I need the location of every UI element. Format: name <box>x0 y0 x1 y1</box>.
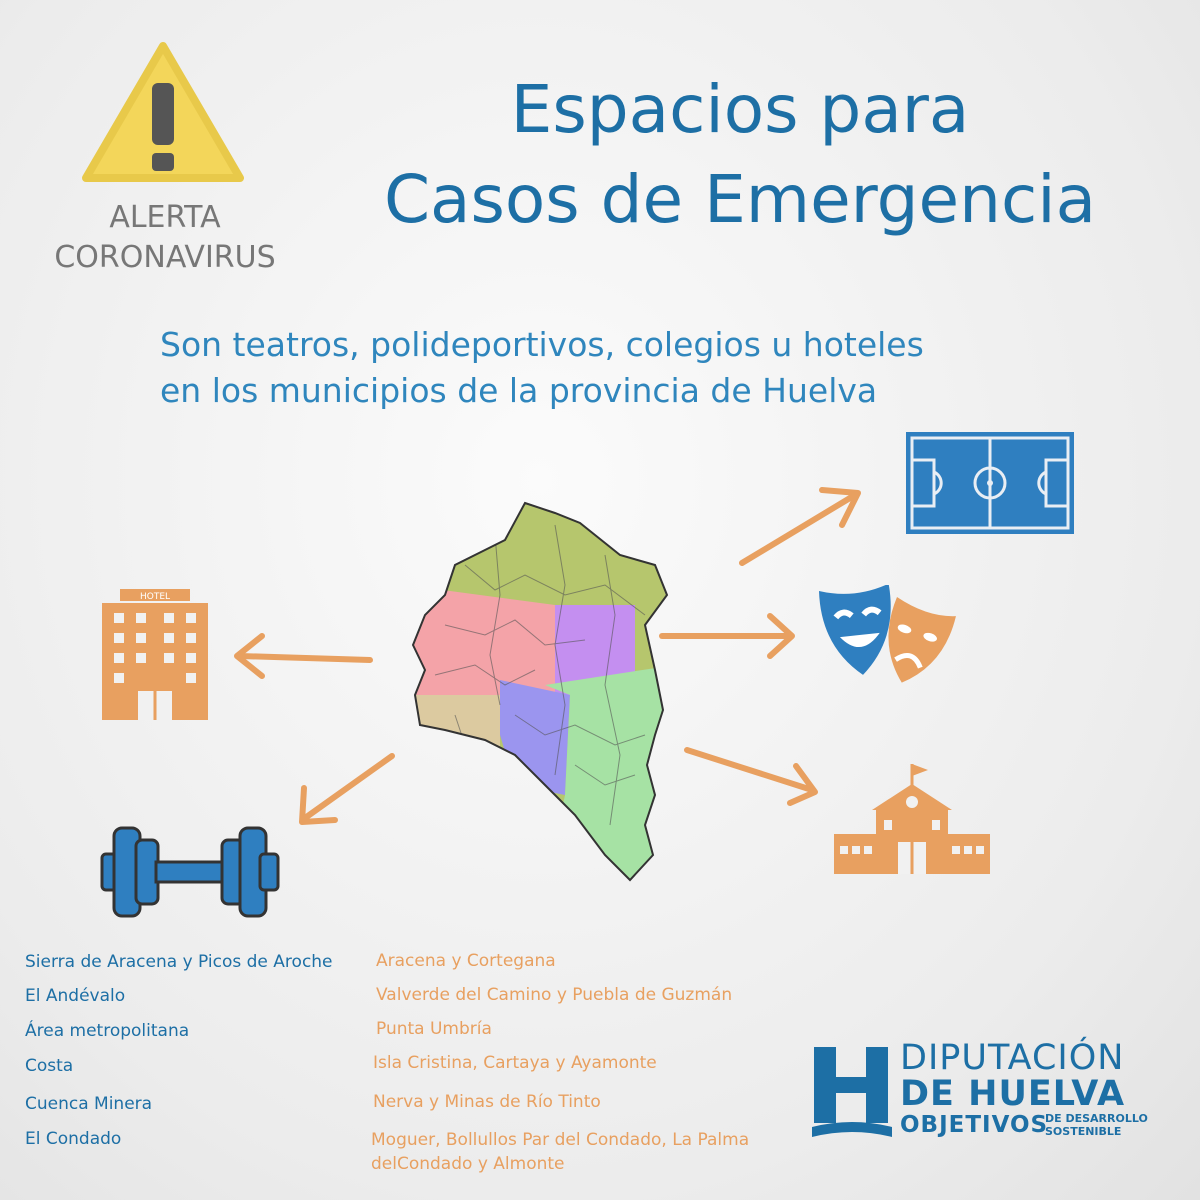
logo-line3b <box>1045 1112 1148 1138</box>
region-name: Sierra de Aracena y Picos de Aroche <box>25 952 333 972</box>
region-towns-line2: delCondado y Almonte <box>371 1154 565 1174</box>
school-icon <box>832 762 992 874</box>
region-towns: Punta Umbría <box>376 1019 492 1039</box>
region-towns: Isla Cristina, Cartaya y Ayamonte <box>373 1053 657 1073</box>
region-name: Costa <box>25 1056 74 1076</box>
diputacion-logo-mark <box>812 1045 892 1140</box>
region-towns-line1: Moguer, Bollullos Par del Condado, La Palma <box>371 1130 750 1150</box>
dumbbell-icon <box>100 822 280 922</box>
logo-line3b-1: DE DESARROLLO <box>1045 1112 1148 1125</box>
logo-line3b-2: SOSTENIBLE <box>1045 1125 1122 1138</box>
logo-line1: DIPUTACIÓN <box>900 1038 1125 1078</box>
region-towns: Aracena y Cortegana <box>376 951 556 971</box>
arrow-to-field <box>742 490 858 563</box>
arrow-to-school <box>687 750 815 803</box>
title-line2: Casos de Emergencia <box>383 161 1097 238</box>
logo-line3a: OBJETIVOS <box>900 1112 1049 1138</box>
region-name: Área metropolitana <box>25 1021 190 1041</box>
alert-line1: ALERTA <box>109 200 221 235</box>
region-name: El Condado <box>25 1129 122 1149</box>
soccer-field-icon <box>906 432 1074 534</box>
region-name: Cuenca Minera <box>25 1094 153 1114</box>
subtitle-line2: en los municipios de la provincia de Huelva <box>160 371 878 410</box>
title-line1: Espacios para <box>510 71 970 148</box>
arrow-to-theater <box>662 616 792 656</box>
arrow-to-hotel <box>237 636 370 676</box>
logo-line2: DE HUELVA <box>900 1074 1126 1114</box>
alert-line2: CORONAVIRUS <box>54 240 276 275</box>
region-towns: Valverde del Camino y Puebla de Guzmán <box>376 985 733 1005</box>
region-towns: Nerva y Minas de Río Tinto <box>373 1092 601 1112</box>
subtitle-line1: Son teatros, polideportivos, colegios u hoteles <box>160 325 924 364</box>
theater-masks-icon <box>815 585 965 690</box>
hotel-icon <box>100 585 210 720</box>
region-towns <box>371 1128 749 1176</box>
region-name: El Andévalo <box>25 986 126 1006</box>
hotel-sign: HOTEL <box>139 592 171 602</box>
arrow-to-gym <box>302 756 392 822</box>
